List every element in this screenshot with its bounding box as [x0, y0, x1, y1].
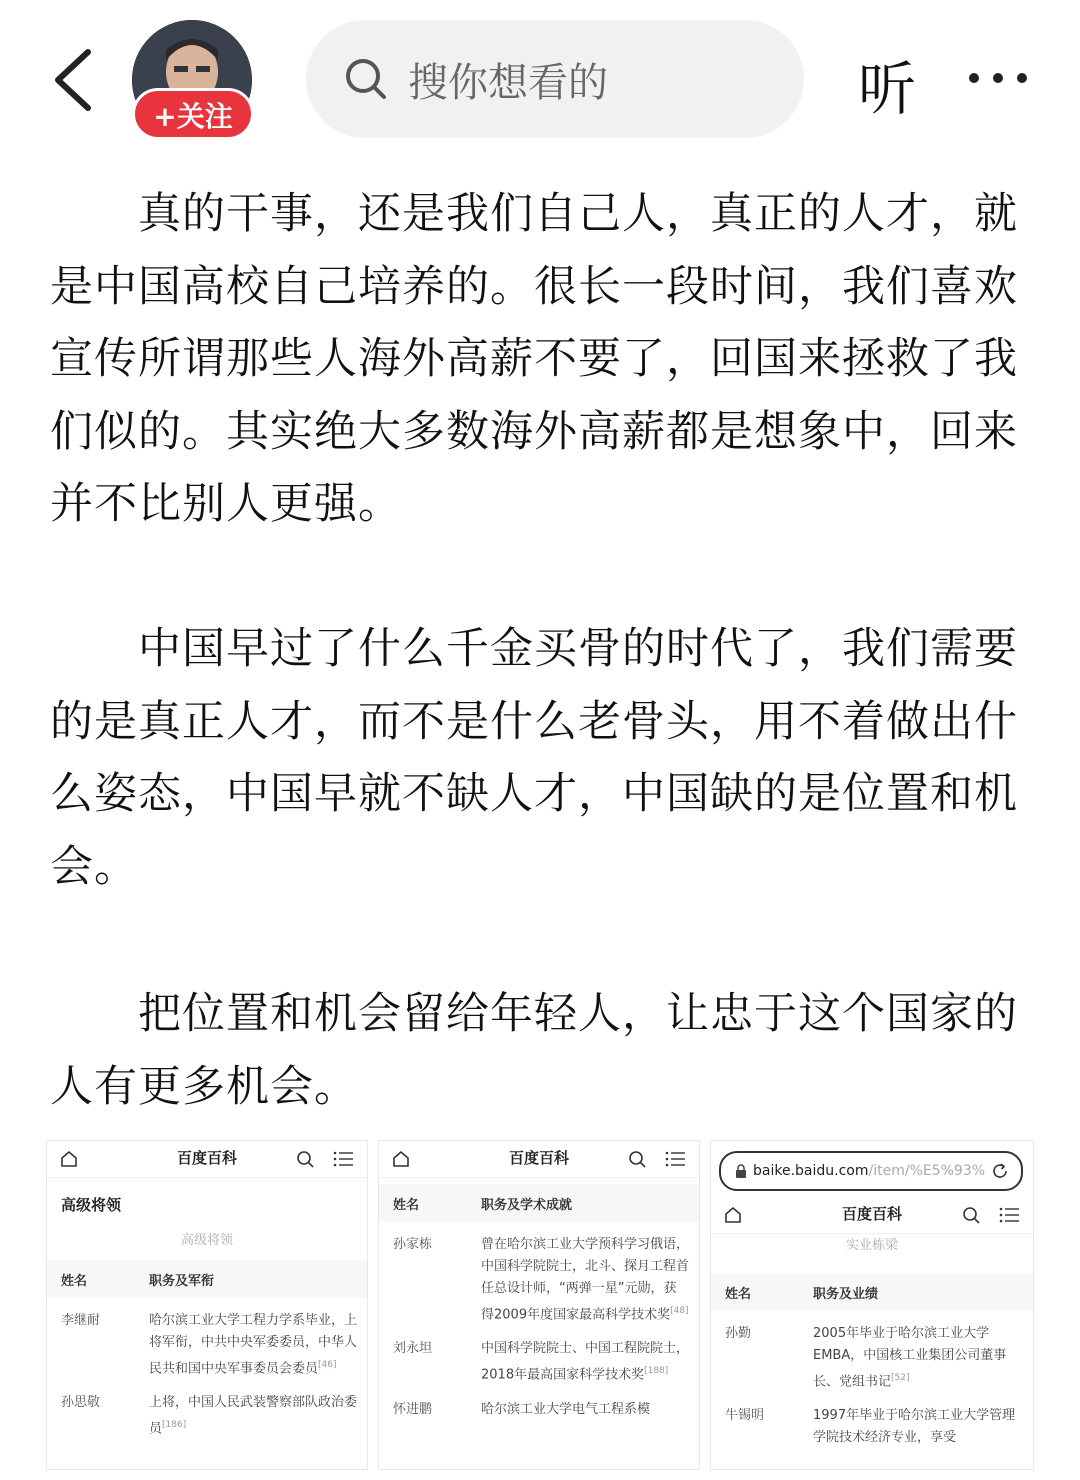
follow-button[interactable]: +关注 — [132, 88, 254, 140]
row-name: 刘永坦 — [393, 1341, 433, 1357]
baike-screenshot-industry[interactable] — [710, 1140, 1034, 1470]
col-info: 职务及业绩 — [813, 1286, 879, 1302]
baike-screenshot-academics[interactable] — [378, 1140, 700, 1470]
table-row — [379, 1222, 699, 1326]
row-info-text: 2005年毕业于哈尔滨工业大学EMBA，中国核工业集团公司董事长、党组书记 — [813, 1326, 1007, 1390]
table-row — [711, 1393, 1033, 1449]
search-icon — [342, 55, 390, 103]
row-name: 孙勤 — [725, 1326, 752, 1341]
row-info — [149, 1392, 367, 1440]
baike-nav — [711, 1197, 1033, 1234]
row-name: 孙思敬 — [61, 1395, 101, 1411]
row-name: 怀进鹏 — [393, 1401, 433, 1417]
menu-icon — [665, 1149, 687, 1169]
row-name: 孙家栋 — [393, 1237, 433, 1252]
url-domain: baike.baidu.com — [753, 1163, 869, 1179]
article-paragraph-3: 把位置和机会留给年轻人，让忠于这个国家的人有更多机会。 — [50, 989, 1018, 1112]
reference-mark[interactable]: [52] — [891, 1373, 910, 1383]
search-placeholder: 搜你想看的 — [408, 59, 608, 106]
article-paragraph-1: 真的干事，还是我们自己人，真正的人才，就是中国高校自己培养的。很长一段时间，我们喜欢宣传所谓那些人海外高薪不要了，回国来拯救了我们似的。其实绝大多数海外高薪都是想象中，回来并不比别人更强。 — [50, 189, 1018, 529]
table-row — [47, 1380, 367, 1440]
baike-nav — [47, 1141, 367, 1178]
col-info: 职务及学术成就 — [481, 1197, 573, 1213]
section-heading: 高级将领 — [61, 1196, 122, 1214]
table-row — [379, 1326, 699, 1386]
top-bar — [0, 0, 1080, 160]
table-row — [379, 1387, 699, 1421]
row-info — [813, 1323, 1033, 1393]
col-name: 姓名 — [393, 1197, 420, 1213]
back-icon[interactable] — [40, 40, 110, 120]
row-info-text: 中国科学院院士、中国工程院院士，2018年最高国家科学技术奖 — [481, 1341, 690, 1383]
baike-screenshot-generals[interactable] — [46, 1140, 368, 1470]
row-info: 哈尔滨工业大学电气工程系模 — [481, 1401, 651, 1417]
reference-mark[interactable]: [188] — [644, 1366, 669, 1377]
baike-title: 百度百科 — [841, 1205, 902, 1223]
table-header — [47, 1260, 367, 1298]
lock-icon — [735, 1164, 747, 1178]
menu-icon — [999, 1205, 1021, 1225]
search-icon — [627, 1149, 647, 1169]
col-name: 姓名 — [61, 1273, 88, 1289]
menu-icon — [333, 1149, 355, 1169]
more-icon[interactable] — [966, 60, 1030, 100]
search-bar[interactable] — [306, 20, 804, 138]
reference-mark[interactable]: [186] — [162, 1420, 187, 1431]
table-header — [711, 1273, 1033, 1311]
article-paragraph-2: 中国早过了什么千金买骨的时代了，我们需要的是真正人才，而不是什么老骨头，用不着做出什么姿态，中国早就不缺人才，中国缺的是位置和机会。 — [50, 624, 1018, 892]
search-icon — [295, 1149, 315, 1169]
reference-mark[interactable]: [46] — [318, 1360, 337, 1370]
row-info — [149, 1310, 367, 1380]
table-row — [711, 1311, 1033, 1393]
section-subheading: 实业栋梁 — [845, 1238, 898, 1253]
table-row — [47, 1298, 367, 1380]
baike-title: 百度百科 — [176, 1149, 237, 1167]
reference-mark[interactable]: [48] — [670, 1306, 689, 1316]
row-name: 牛锡明 — [725, 1408, 765, 1424]
reload-icon[interactable] — [991, 1162, 1009, 1180]
url-path: /item/%E5%93% — [868, 1163, 986, 1179]
baike-title: 百度百科 — [508, 1149, 569, 1167]
col-name: 姓名 — [725, 1286, 752, 1302]
row-info — [481, 1338, 699, 1386]
row-info-text: 曾在哈尔滨工业大学预科学习俄语，中国科学院院士，北斗、探月工程首任总设计师，“两弹一星”元勋，获得2009年度国家最高科学技术奖 — [481, 1237, 690, 1323]
listen-button[interactable]: 听 — [858, 55, 917, 123]
col-info: 职务及军衔 — [149, 1273, 215, 1289]
row-info-text: 上将，中国人民武装警察部队政治委员 — [149, 1395, 358, 1437]
row-info — [481, 1234, 699, 1326]
row-info-text: 哈尔滨工业大学工程力学系毕业，上将军衔，中共中央军委委员，中华人民共和国中央军事委员会委员 — [149, 1313, 358, 1377]
row-info: 1997年毕业于哈尔滨工业大学管理学院技术经济专业，享受 — [813, 1408, 1016, 1446]
browser-url-bar[interactable] — [719, 1151, 1023, 1191]
row-name: 李继耐 — [61, 1313, 101, 1328]
table-header — [379, 1184, 699, 1222]
search-icon — [961, 1205, 981, 1225]
section-subheading: 高级将领 — [180, 1233, 233, 1248]
baike-nav — [379, 1141, 699, 1178]
